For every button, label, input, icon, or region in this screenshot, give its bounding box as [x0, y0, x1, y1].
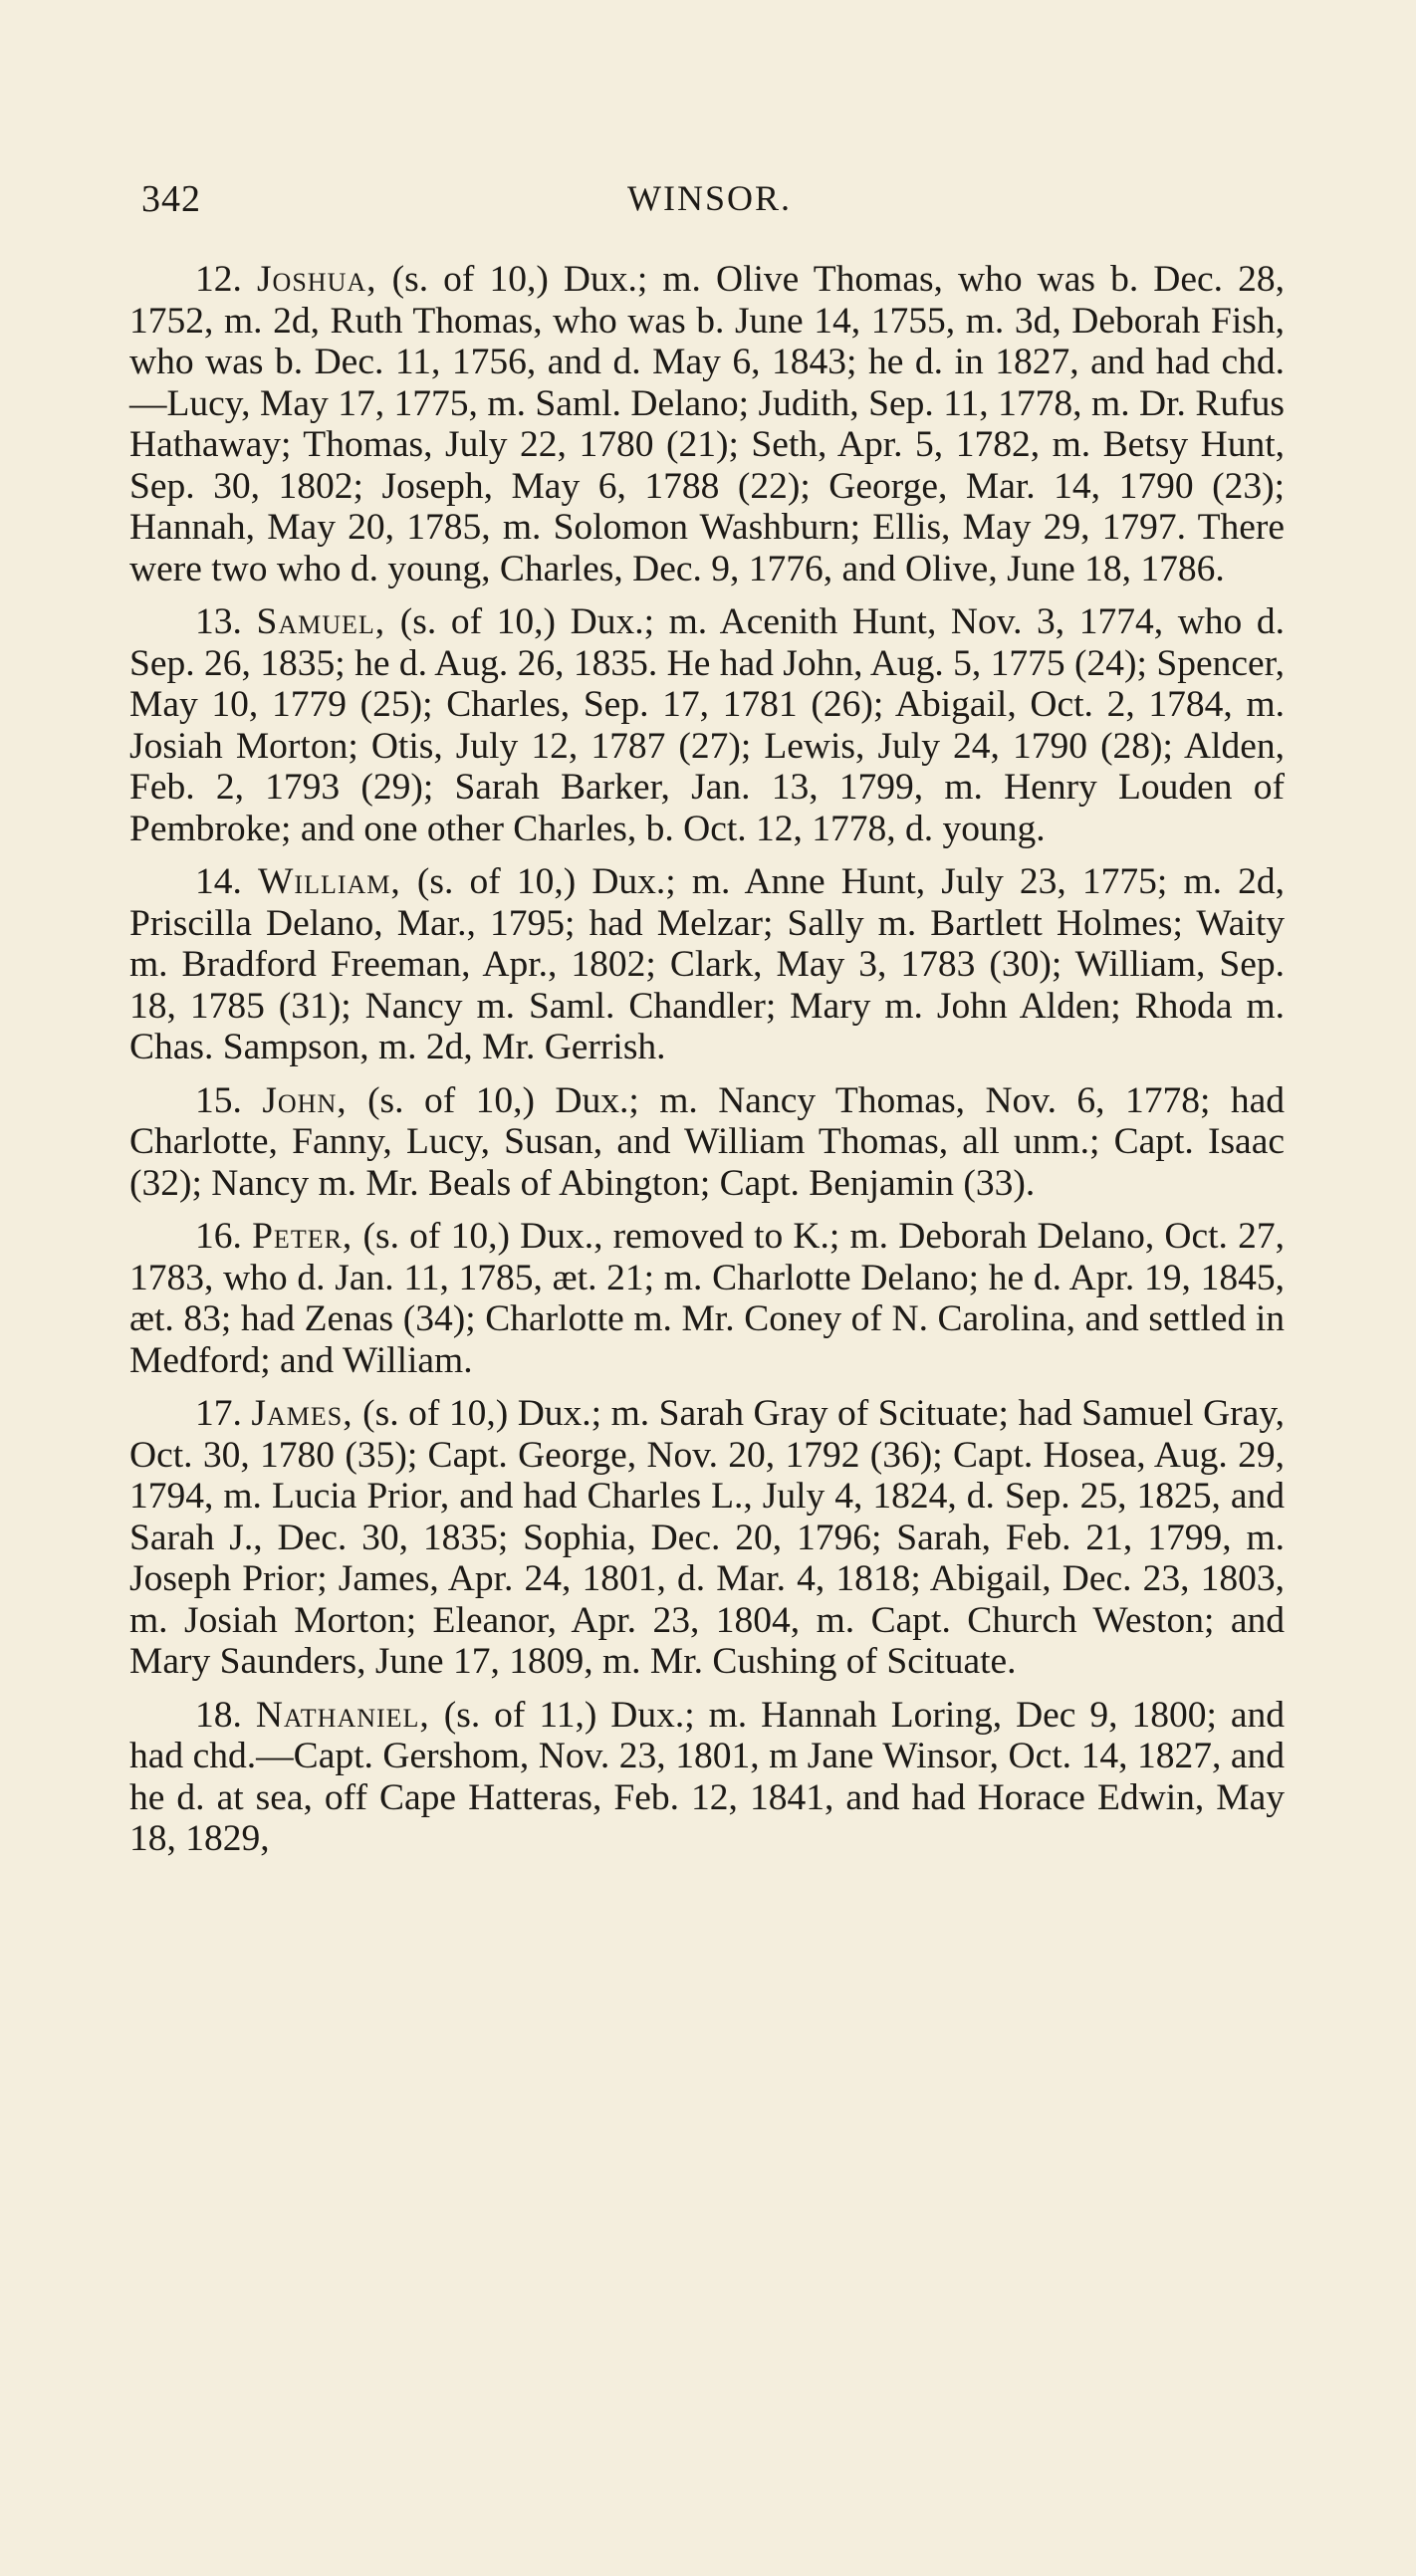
entry-13: [129, 601, 1285, 849]
entry-number: 14.: [195, 861, 242, 902]
genealogy-entries: [129, 259, 1285, 1872]
page-number: 342: [141, 178, 201, 220]
entry-name: John,: [262, 1079, 348, 1121]
entry-text: (s. of 10,) Dux.; m. Sarah Gray of Scituate; had Samuel Gray, Oct. 30, 1780 (35); Capt. George, Nov. 20, 1792 (36); Capt. Hosea, Aug. 29, 1794, m. Lucia Prior, and had Charles L., July 4, 1824, d. Sep. 25, 1825, and Sarah J., Dec. 30, 1835; Sophia, Dec. 20, 1796; Sarah, Feb. 21, 1799, m. Joseph Prior; James, Apr. 24, 1801, d. Mar. 4, 1818; Abigail, Dec. 23, 1803, m. Josiah Morton; Eleanor, Apr. 23, 1804, m. Capt. Church Weston; and Mary Saunders, June 17, 1809, m. Mr. Cushing of Scituate.: [129, 1393, 1286, 1682]
entry-name: William,: [258, 861, 401, 902]
entry-name: James,: [251, 1393, 354, 1434]
entry-15: [129, 1080, 1285, 1205]
entry-14: [129, 861, 1285, 1068]
entry-number: 18.: [195, 1694, 242, 1736]
running-title: WINSOR.: [627, 178, 792, 218]
entry-name: Joshua,: [256, 259, 377, 300]
entry-name: Nathaniel,: [255, 1694, 430, 1736]
entry-text: (s. of 10,) Dux.; m. Anne Hunt, July 23, 1775; m. 2d, Priscilla Delano, Mar., 1795; had Melzar; Sally m. Bartlett Holmes; Waity m. Bradford Freeman, Apr., 1802; Clark, May 3, 1783 (30); William, Sep. 18, 1785 (31); Nancy m. Saml. Chandler; Mary m. John Alden; Rhoda m. Chas. Sampson, m. 2d, Mr. Gerrish.: [129, 861, 1286, 1067]
entry-12: [129, 259, 1285, 589]
entry-18: [129, 1695, 1285, 1860]
entry-number: 17.: [195, 1393, 242, 1434]
entry-text: (s. of 10,) Dux.; m. Nancy Thomas, Nov. 6, 1778; had Charlotte, Fanny, Lucy, Susan, and William Thomas, all unm.; Capt. Isaac (32); Nancy m. Mr. Beals of Abington; Capt. Benjamin (33).: [129, 1079, 1285, 1204]
entry-text: (s. of 10,) Dux.; m. Olive Thomas, who was b. Dec. 28, 1752, m. 2d, Ruth Thomas, who was b. June 14, 1755, m. 3d, Deborah Fish, who was b. Dec. 11, 1756, and d. May 6, 1843; he d. in 1827, and had chd.—Lucy, May 17, 1775, m. Saml. Delano; Judith, Sep. 11, 1778, m. Dr. Rufus Hathaway; Thomas, July 22, 1780 (21); Seth, Apr. 5, 1782, m. Betsy Hunt, Sep. 30, 1802; Joseph, May 6, 1788 (22); George, Mar. 14, 1790 (23); Hannah, May 20, 1785, m. Solomon Washburn; Ellis, May 29, 1797. There were two who d. young, Charles, Dec. 9, 1776, and Olive, June 18, 1786.: [129, 259, 1286, 589]
entry-text: (s. of 10,) Dux., removed to K.; m. Deborah Delano, Oct. 27, 1783, who d. Jan. 11, 1785, æt. 21; m. Charlotte Delano; he d. Apr. 19, 1845, æt. 83; had Zenas (34); Charlotte m. Mr. Coney of N. Carolina, and settled in Medford; and William.: [129, 1216, 1286, 1381]
entry-number: 12.: [195, 259, 242, 300]
entry-16: [129, 1216, 1285, 1381]
running-head: [129, 177, 1280, 227]
entry-number: 13.: [195, 601, 242, 642]
entry-number: 16.: [195, 1216, 242, 1257]
entry-name: Peter,: [252, 1216, 354, 1257]
entry-name: Samuel,: [256, 601, 386, 642]
entry-text: (s. of 11,) Dux.; m. Hannah Loring, Dec 9, 1800; and had chd.—Capt. Gershom, Nov. 23, 1801, m Jane Winsor, Oct. 14, 1827, and he d. at sea, off Cape Hatteras, Feb. 12, 1841, and had Horace Edwin, May 18, 1829,: [129, 1694, 1285, 1859]
entry-17: [129, 1393, 1285, 1683]
entry-number: 15.: [195, 1079, 242, 1121]
entry-text: (s. of 10,) Dux.; m. Acenith Hunt, Nov. 3, 1774, who d. Sep. 26, 1835; he d. Aug. 26, 1835. He had John, Aug. 5, 1775 (24); Spencer, May 10, 1779 (25); Charles, Sep. 17, 1781 (26); Abigail, Oct. 2, 1784, m. Josiah Morton; Otis, July 12, 1787 (27); Lewis, July 24, 1790 (28); Alden, Feb. 2, 1793 (29); Sarah Barker, Jan. 13, 1799, m. Henry Louden of Pembroke; and one other Charles, b. Oct. 12, 1778, d. young.: [129, 601, 1286, 849]
